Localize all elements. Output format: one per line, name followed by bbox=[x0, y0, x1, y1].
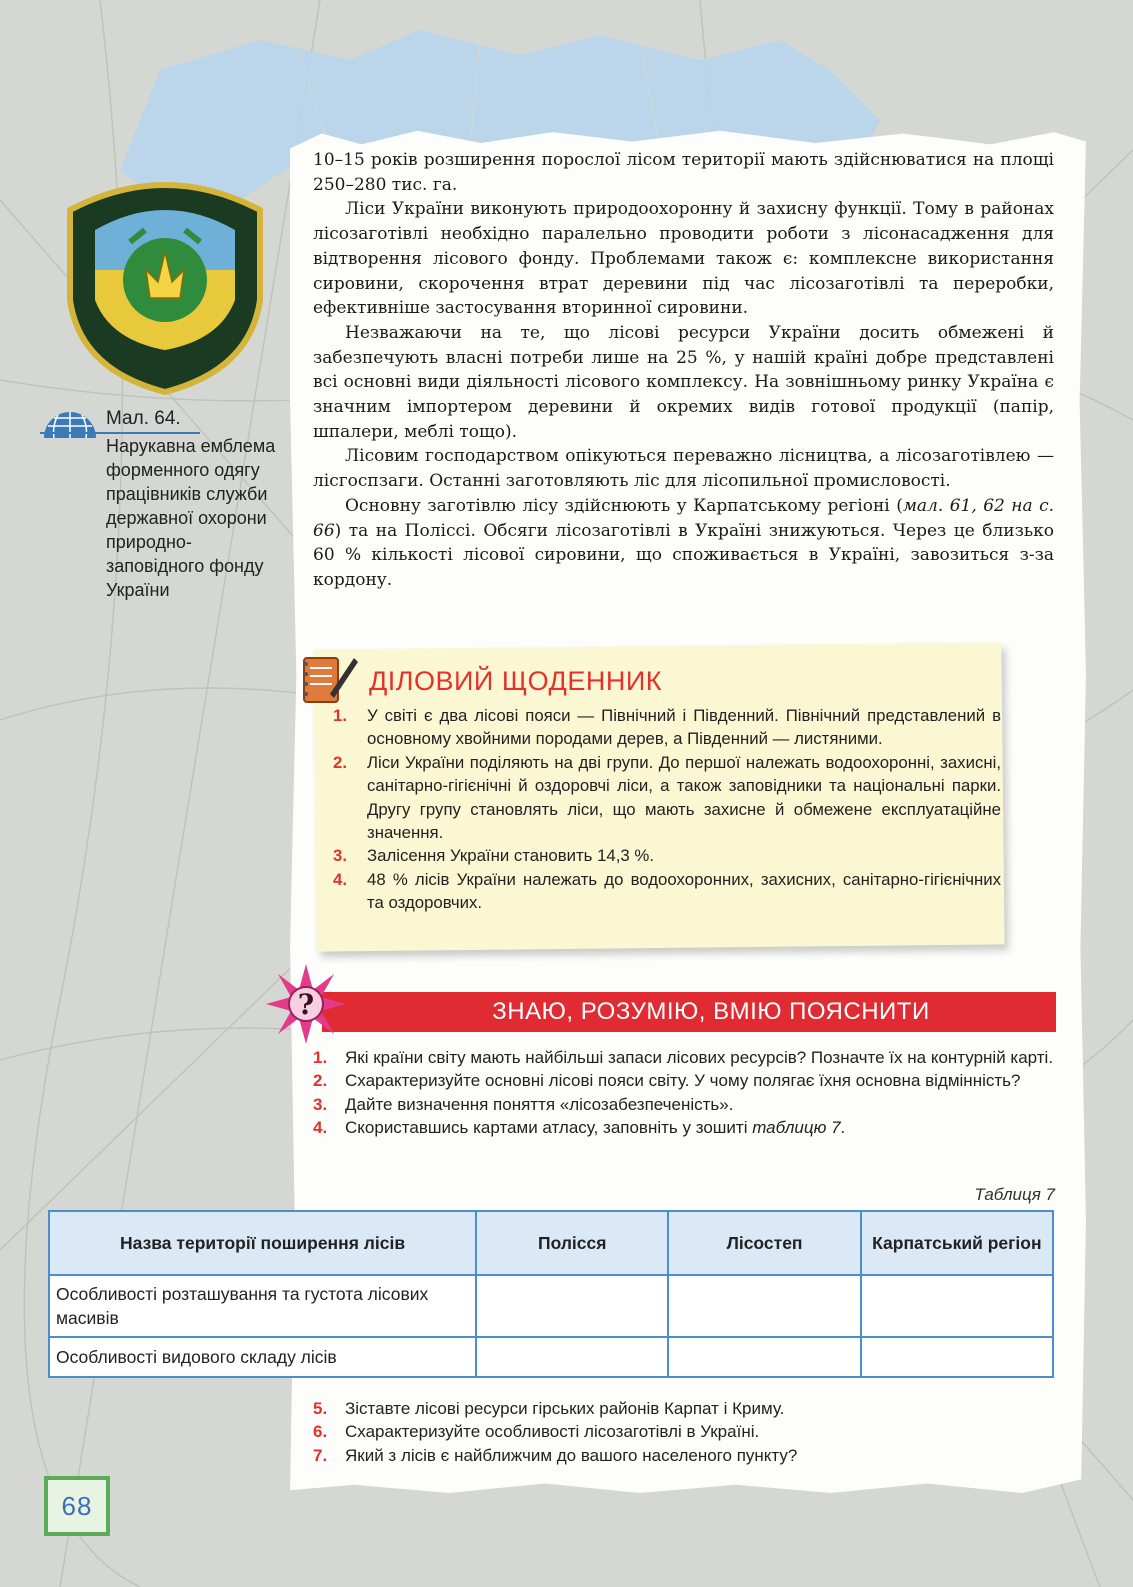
column-header: Полісся bbox=[476, 1211, 668, 1275]
table-row bbox=[49, 1275, 1053, 1337]
list-item bbox=[313, 1069, 1055, 1092]
item-text: У світі є два лісові пояси — Північний і Південний. Північний представлений в основному хвойними породами дерев, а Південний — листяними. bbox=[367, 706, 1001, 749]
burst-question-mark: ? bbox=[297, 988, 315, 1021]
column-header: Карпатський регіон bbox=[861, 1211, 1053, 1275]
table-header-row bbox=[49, 1211, 1053, 1275]
item-text: Скориставшись картами атласу, заповніть у зошиті bbox=[345, 1118, 753, 1138]
item-text: Дайте визначення поняття «лісозабезпеченість». bbox=[345, 1094, 734, 1114]
list-item bbox=[329, 704, 1001, 751]
item-text: Які країни світу мають найбільші запаси лісових ресурсів? Позначте їх на контурній карті. bbox=[345, 1048, 1054, 1067]
table-reference: таблицю 7 bbox=[752, 1118, 841, 1138]
item-text: Схарактеризуйте основні лісові пояси світу. У чому полягає їхня основна відмінність? bbox=[345, 1071, 1021, 1091]
service-emblem-image bbox=[50, 170, 280, 400]
table-caption: Таблиця 7 bbox=[974, 1185, 1055, 1204]
question-burst-icon bbox=[266, 964, 346, 1044]
column-header: Назва території поширення лісів bbox=[49, 1211, 476, 1275]
table-cell bbox=[861, 1275, 1053, 1337]
paragraph-5 bbox=[313, 494, 1054, 593]
page-number: 68 bbox=[44, 1476, 110, 1536]
banner-heading: ЗНАЮ, РОЗУМІЮ, ВМІЮ ПОЯСНИТИ bbox=[492, 998, 930, 1025]
table-cell bbox=[668, 1337, 860, 1377]
paragraph-5-end: ) та на Поліссі. Обсяги лісозаготівлі в Україні знижуються. Через це близько 60 % кількості лісової сировини, що споживається в Україні, завозиться з-за кордону. bbox=[313, 520, 1054, 590]
item-text: Ліси України поділяють на дві групи. До першої належать водоохоронні, захисні, санітарно-гігієнічні й оздоровчі ліси, а також заповідники та національні парки. Другу групу становлять ліси, що мають захисне й обмежене експлуатаційне значення. bbox=[367, 752, 1001, 843]
item-text: 48 % лісів України належать до водоохоронних, захисних, санітарно-гігієнічних та оздоровчих. bbox=[367, 869, 1001, 913]
list-item bbox=[313, 1046, 1055, 1069]
list-item bbox=[329, 751, 1001, 845]
list-item bbox=[313, 1420, 1055, 1443]
table-cell bbox=[476, 1275, 668, 1337]
questions-list bbox=[313, 1046, 1055, 1140]
item-text: Який з лісів є найближчим до вашого населеного пункту? bbox=[345, 1445, 798, 1465]
main-text bbox=[313, 148, 1054, 593]
list-item bbox=[329, 868, 1001, 915]
row-label: Особливості розташування та густота лісових масивів bbox=[49, 1275, 476, 1337]
item-number: 1. bbox=[333, 706, 347, 725]
paragraph-3: Незважаючи на те, що лісові ресурси України досить обмежені й забезпечують власні потреби лише на 25 %, у нашій країні добре представлені всі основні види діяльності лісового комплексу. На зовнішньому ринку Україна є значним імпортером деревини й окремих видів готової продукції (папір, шпалери, меблі тощо). bbox=[313, 322, 1054, 442]
figure-reference: мал. 61, 62 на с. 66 bbox=[313, 495, 1054, 541]
item-number: 7. bbox=[313, 1445, 328, 1465]
item-number: 5. bbox=[313, 1399, 328, 1418]
list-item bbox=[313, 1444, 1055, 1467]
paragraph-1: 10–15 років розширення порослої лісом території мають здійснюватися на площі 250–280 тис. га. bbox=[313, 150, 1054, 195]
item-text: Залісення України становить 14,3 %. bbox=[367, 846, 654, 866]
table-cell bbox=[861, 1337, 1053, 1377]
table-row bbox=[49, 1337, 1053, 1377]
table-cell bbox=[668, 1275, 860, 1337]
caption-text: Нарукавна емблема форменного одягу працівників служби державної охорони природно-заповідного фонду України bbox=[106, 436, 276, 600]
item-text: Схарактеризуйте особливості лісозаготівлі в Україні. bbox=[345, 1422, 760, 1442]
item-number: 4. bbox=[313, 1118, 328, 1138]
paragraph-4: Лісовим господарством опікуються переважно лісництва, а лісозаготівлею — лісгоспзаги. Останні заготовляють ліс для лісопильної промисловості. bbox=[313, 446, 1054, 492]
list-item bbox=[313, 1397, 1055, 1420]
item-number: 3. bbox=[333, 846, 347, 866]
item-number: 2. bbox=[313, 1071, 328, 1091]
business-diary-note bbox=[315, 636, 1015, 958]
item-number: 2. bbox=[333, 752, 347, 772]
list-item bbox=[313, 1093, 1055, 1116]
row-label: Особливості видового складу лісів bbox=[49, 1337, 476, 1377]
list-item bbox=[329, 844, 1001, 867]
caption-title: Мал. 64. bbox=[106, 408, 181, 429]
item-text-tail: . bbox=[840, 1118, 846, 1138]
diary-heading: ДІЛОВИЙ ЩОДЕННИК bbox=[369, 666, 662, 696]
list-item bbox=[313, 1116, 1055, 1139]
item-number: 3. bbox=[313, 1094, 328, 1114]
paragraph-5-start: Основну заготівлю лісу здійснюють у Карпатському регіоні ( bbox=[345, 495, 903, 516]
table-cell bbox=[476, 1337, 668, 1377]
column-header: Лісостеп bbox=[668, 1211, 860, 1275]
know-section-banner bbox=[266, 964, 1056, 1044]
notebook-pen-icon bbox=[300, 650, 360, 706]
item-number: 6. bbox=[313, 1422, 328, 1442]
questions-list-continued bbox=[313, 1397, 1055, 1467]
diary-list bbox=[329, 704, 1001, 915]
table-7 bbox=[48, 1210, 1054, 1378]
paragraph-2: Ліси України виконують природоохоронну й захисну функції. Тому в районах лісозаготівлі необхідно паралельно проводити роботи з лісонасадження для відтворення лісового фонду. Проблемами також є: комплексне використання сировини, скорочення втрат деревини під час лісозаготівлі та переробки, ефективніше застосування вторинної сировини. bbox=[313, 199, 1054, 319]
item-number: 1. bbox=[313, 1048, 328, 1067]
item-number: 4. bbox=[333, 869, 347, 889]
item-text: Зіставте лісові ресурси гірських районів Карпат і Криму. bbox=[345, 1399, 785, 1418]
